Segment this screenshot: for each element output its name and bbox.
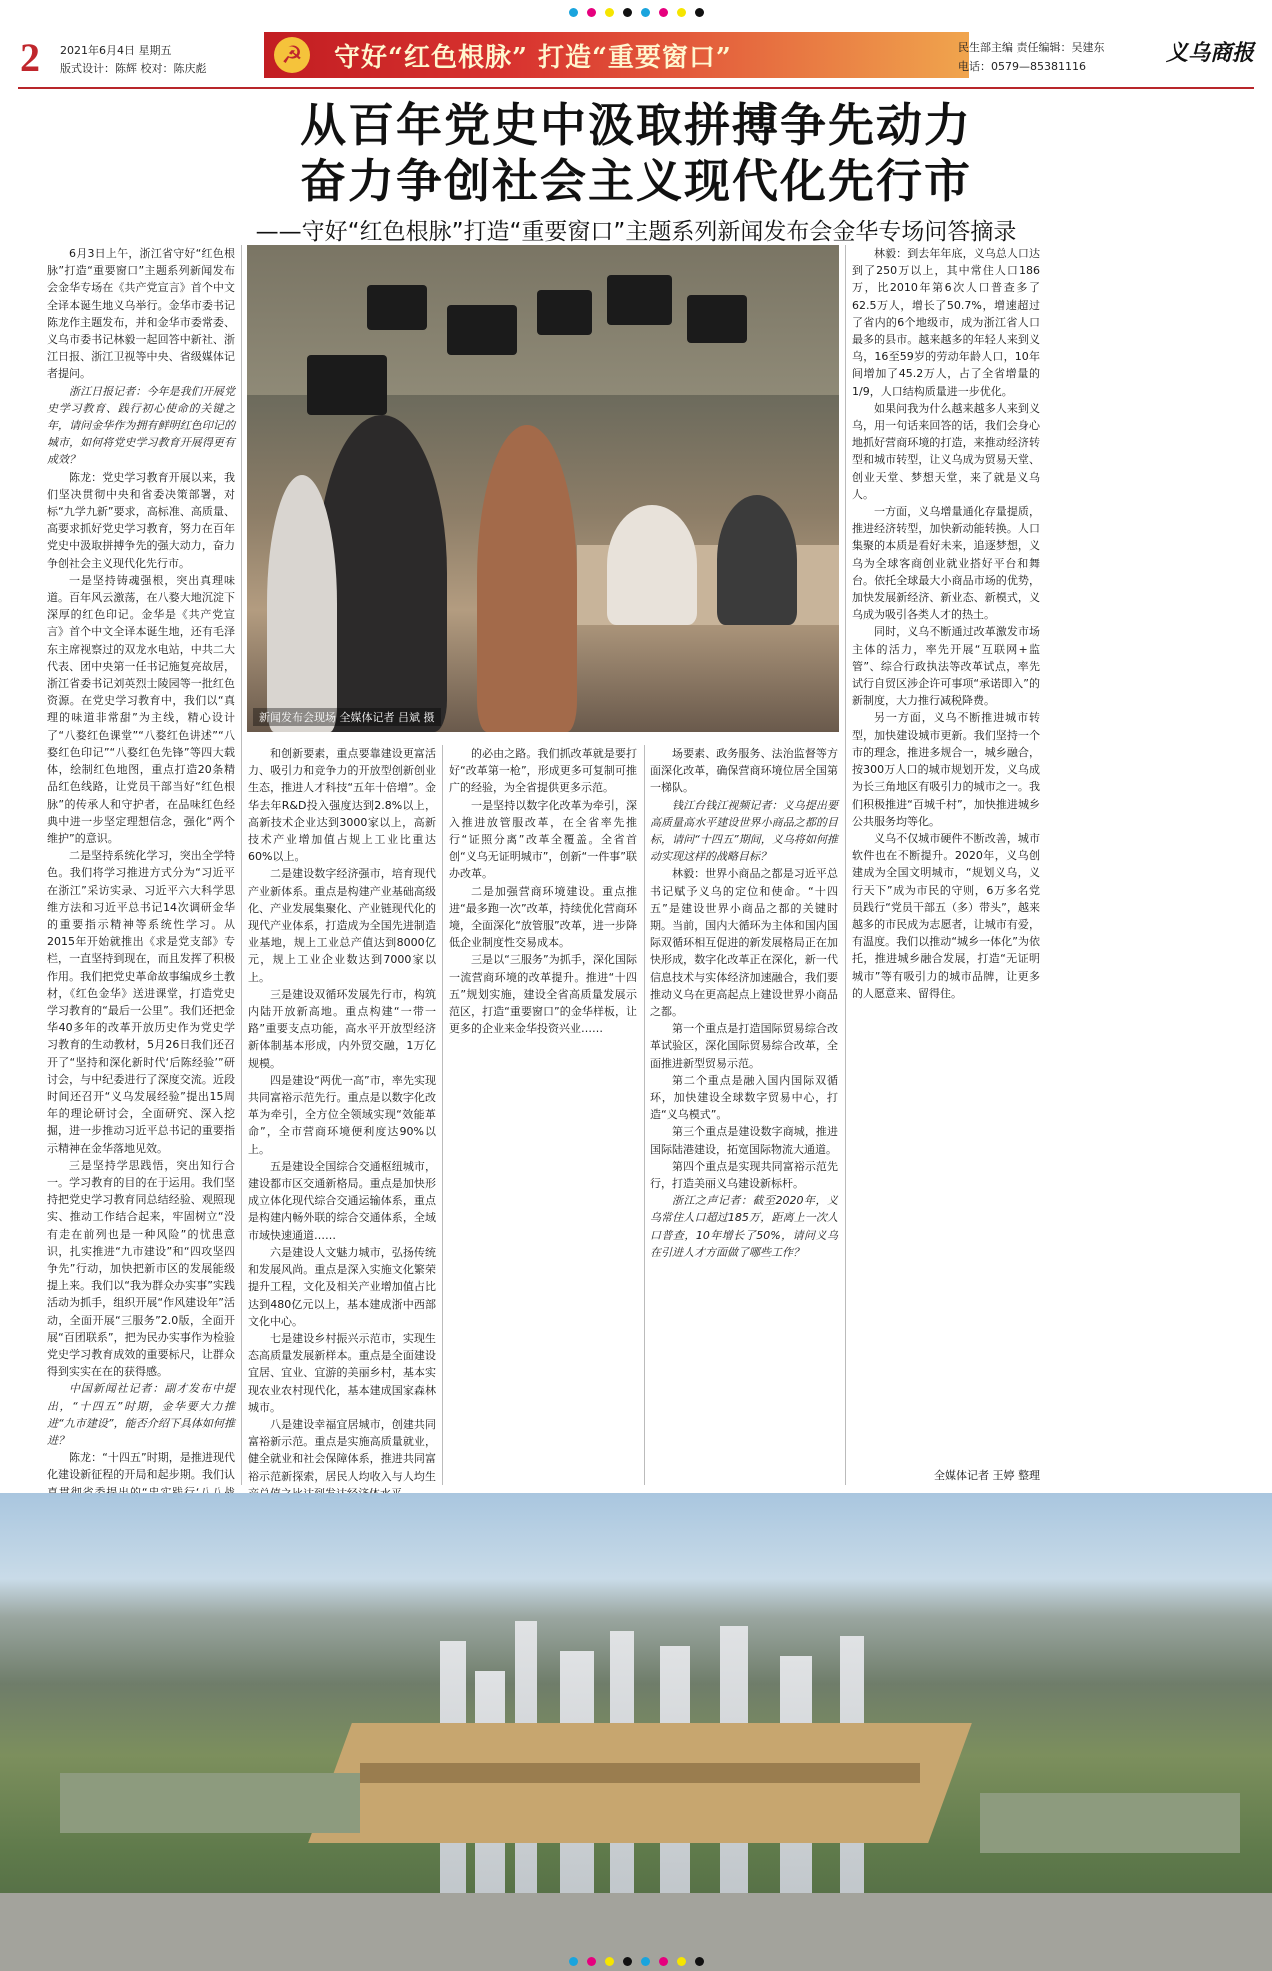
paragraph: 五是建设全国综合交通枢纽城市，建设都市区交通新格局。重点是加快形成立体化现代综合交通运输体系，重点是构建内畅外联的综合交通体系，全域市域快速通道……: [248, 1159, 436, 1242]
banner-title: 守好“红色根脉” 打造“重要窗口”: [334, 43, 732, 73]
page-header: [18, 32, 1254, 89]
paragraph: 林毅：到去年年底，义乌总人口达到了250万以上，其中常住人口186万，比2010年第6次人口普查多了62.5万人，增长了50.7%，增速超过了省内的6个地级市，成为浙江省人口最多的县市。越来越多的年轻人来到义乌，16至59岁的劳动年龄人口，10年间增加了45.2万人，占了全省增量的1/9，人口结构质量进一步优化。: [852, 247, 1040, 398]
camera-shape: [687, 295, 747, 343]
press-conference-photo: [247, 245, 839, 732]
city-aerial-photo: [0, 1493, 1272, 1971]
text-column-4: [650, 745, 838, 1485]
title-line-1: 从百年党史中汲取拼搏争先动力: [300, 98, 972, 152]
low-buildings: [60, 1773, 360, 1833]
paragraph: 场要素、政务服务、法治监督等方面深化改革，确保营商环境位居全国第一梯队。: [650, 747, 838, 795]
text-column-2: [248, 745, 436, 1485]
registration-dots-top: [0, 6, 1272, 18]
camera-shape: [367, 285, 427, 330]
party-emblem-icon: ☭: [274, 37, 310, 73]
text-column-5: [852, 245, 1040, 1485]
paragraph: 第三个重点是建设数字商城，推进国际陆港建设，拓宽国际物流大通道。: [650, 1125, 838, 1156]
paragraph: 第一个重点是打造国际贸易综合改革试验区，深化国际贸易综合改革，全面推进新型贸易示范。: [650, 1022, 838, 1070]
title-line-2: 奋力争创社会主义现代化先行市: [300, 154, 972, 208]
article-subtitle: ——守好“红色根脉”打造“重要窗口”主题系列新闻发布会金华专场问答摘录: [255, 219, 1017, 245]
paragraph: 第四个重点是实现共同富裕示范先行，打造美丽义乌建设新标杆。: [650, 1159, 838, 1191]
paragraph: 第二个重点是融入国内国际双循环，加快建设全球数字贸易中心，打造“义乌模式”。: [650, 1073, 838, 1122]
column-divider: [241, 245, 242, 1485]
reporter-shape: [717, 495, 797, 625]
paragraph: 二是建设数字经济强市，培育现代产业新体系。重点是构建产业基础高级化、产业发展集聚化、产业链现代化的现代产业体系，打造成为全国先进制造业基地，规上工业总产值达到8000亿元，规上工业企业数达到7000家以上。: [248, 867, 436, 984]
paragraph: 的必由之路。我们抓改革就是要打好“改革第一枪”，形成更多可复制可推广的经验，为全省提供更多示范。: [449, 747, 637, 795]
registration-dots-bottom: [0, 1955, 1272, 1967]
date-line: 2021年6月4日 星期五: [60, 44, 172, 57]
paragraph: 6月3日上午，浙江省守好“红色根脉”打造“重要窗口”主题系列新闻发布会金华专场在《共产党宣言》首个中文全译本诞生地义乌举行。金华市委书记陈龙作主题发布，并和金华市委常委、义乌市委书记林毅一起回答中新社、浙江日报、浙江卫视等中央、省级媒体记者提问。: [47, 247, 235, 381]
header-meta: [60, 42, 207, 78]
paragraph: 三是坚持学思践悟，突出知行合一。学习教育的目的在于运用。我们坚持把党史学习教育同总结经验、观照现实、推动工作结合起来，牢固树立“没有走在前列也是一种风险”的忧患意识，扎实推进“九市建设”和“四攻坚四争先”行动，加快把新市区的发展能级提上来。我们以“我为群众办实事”实践活动为抓手，组织开展“作风建设年”活动，全面开展“三服务”2.0版，全面开展“百团联系”，把为民办实事作为检验党史学习教育成效的重要标尺，让群众得到实实在在的获得感。: [47, 1158, 235, 1379]
paragraph: 中国新闻社记者：副才发布中提出，“十四五”时期，金华要大力推进“九市建设”，能否介绍下具体如何推进？: [47, 1382, 235, 1448]
byline: 全媒体记者 王婷 整理: [934, 1469, 1040, 1482]
paragraph: 二是加强营商环境建设。重点推进“最多跑一次”改革，持续优化营商环境，全面深化“放管服”改革，进一步降低企业制度性交易成本。: [449, 884, 637, 950]
paragraph: 二是坚持系统化学习，突出全学特色。我们将学习推进方式分为“习近平在浙江”采访实录、习近平六大科学思维方法和习近平总书记14次调研金华的重要指示精神等系统性学习。从2015年开始就推出《求是党支部》专栏，一直坚持到现在，而且发挥了积极作用。我们把党史革命故事编成乡土教材，《红色金华》送进课堂，打造党史学习教育的“最后一公里”。我们还把金华40多年的改革开放历史作为党史学习教育的生动教材，5月26日我们还召开了“坚持和深化新时代‘后陈经验’”研讨会，与中纪委进行了深度交流。近段时间还召开“义乌发展经验”提出15周年的理论研讨会，全面研究、深入挖掘，进一步推动习近平总书记的重要指示精神在金华落地见效。: [47, 849, 235, 1155]
text-column-1: [47, 245, 235, 1485]
design-line: 版式设计：陈辉 校对：陈庆彪: [60, 62, 207, 75]
paragraph: 一是坚持以数字化改革为牵引，深入推进放管服改革，在全省率先推行“证照分离”改革全覆盖。全省首创“义乌无证明城市”，创新“一件事”联办改革。: [449, 798, 637, 881]
market-roof: [360, 1763, 920, 1783]
paragraph: 四是建设“两优一高”市，率先实现共同富裕示范先行。重点是以数字化改革为牵引，全方位全领域实现“效能革命”，全市营商环境便利度达90%以上。: [248, 1073, 436, 1156]
low-buildings: [980, 1793, 1240, 1853]
paragraph: 陈龙：党史学习教育开展以来，我们坚决贯彻中央和省委决策部署，对标“九学九新”要求，高标准、高质量、高要求抓好党史学习教育，努力在百年党史中汲取拼搏争先的强大动力，奋力争创社会主义现代化先行市。: [47, 470, 235, 570]
paragraph: 和创新要素，重点要靠建设更富活力、吸引力和竞争力的开放型创新创业生态，推进人才科技“五年十倍增”。金华去年R&D投入强度达到2.8%以上，高新技术企业达到3000家以上，高新技术产业增加值占规上工业比重达60%以上。: [248, 747, 436, 864]
editor-info: [958, 38, 1105, 76]
paragraph: 林毅：世界小商品之都是习近平总书记赋予义乌的定位和使命。“十四五”是建设世界小商品之都的关键时期。当前，国内大循环为主体和国内国际双循环相互促进的新发展格局正在加快形成，数字化改革正在深化，新一代信息技术与实体经济加速融合，我们要推动义乌在更高起点上建设世界小商品之都。: [650, 867, 838, 1019]
paragraph: 三是建设双循环发展先行市，构筑内陆开放新高地。重点构建“一带一路”重要支点功能，高水平开放型经济新体制基本形成，内外贸交融，1万亿规模。: [248, 987, 436, 1070]
paragraph: 浙江之声记者：截至2020年，义乌常住人口超过185万，距离上一次人口普查，10年增长了50%，请问义乌在引进人才方面做了哪些工作？: [650, 1194, 838, 1259]
paragraph: 如果问我为什么越来越多人来到义乌，用一句话来回答的话，我们会身心地抓好营商环境的打造，来推动经济转型和城市转型，让义乌成为贸易天堂、创业天堂、梦想天堂，来了就是义乌人。: [852, 401, 1040, 501]
column-divider: [442, 745, 443, 1485]
market-roof: [308, 1723, 972, 1843]
text-column-3: [449, 745, 637, 1485]
editor-line: 民生部主编 责任编辑：吴建东: [958, 41, 1105, 54]
camera-shape: [537, 290, 592, 335]
paragraph: 义乌不仅城市硬件不断改善，城市软件也在不断提升。2020年，义乌创建成为全国文明城市，“规划义乌，义行天下”成为市民的守则，6万多名党员践行“党员干部五（多）带头”，越来越多的市民成为志愿者，让城市有爱，有温度。我们以推动“城乡一体化”为依托，推进城乡融合发展，打造“无证明城市”等有吸引力的城市品牌，让更多的人愿意来、留得住。: [852, 831, 1040, 1000]
paragraph: 浙江日报记者：今年是我们开展党史学习教育、践行初心使命的关键之年，请问金华作为拥有鲜明红色印记的城市，如何将党史学习教育开展得更有成效？: [47, 384, 235, 467]
page-number: 2: [20, 35, 40, 80]
section-banner: [264, 32, 969, 78]
paragraph: 一是坚持铸魂强根，突出真理味道。百年风云激荡，在八婺大地沉淀下深厚的红色印记。金华是《共产党宣言》首个中文全译本诞生地，还有毛泽东主席视察过的双龙水电站，中共二大代表、团中央第一任书记施复亮故居，浙江省委书记刘英烈士陵园等一批红色资源。在党史学习教育中，我们以“真理的味道非常甜”为主线，精心设计了“八婺红色课堂”“八婺红色讲述”“八婺红色印记”“八婺红色先锋”等四大载体，绘制红色地图，重点打造20条精品红色线路，让党员干部当好“红色根脉”的传承人和守护者，在品味红色经典中进一步坚定理想信念，强化“两个维护”的意识。: [47, 573, 235, 845]
column-divider: [644, 745, 645, 1485]
paragraph: 八是建设幸福宜居城市，创建共同富裕新示范。重点是实施高质量就业，健全就业和社会保障体系，推进共同富裕示范新探索，居民人均收入与人均生: [248, 1417, 436, 1483]
paragraph: 七是建设乡村振兴示范市，实现生态高质量发展新样本。重点是全面建设宜居、宜业、宜游的美丽乡村，基本实现农业农村现代化，基本建成国家森林城市。: [248, 1331, 436, 1414]
article-title: [0, 97, 1272, 209]
camera-shape: [447, 305, 517, 355]
paragraph: 六是建设人文魅力城市，弘扬传统和发展风尚。重点是深入实施文化繁荣提升工程，文化及相关产业增加值占比达到480亿元以上，基本建成浙中西部文化中心。: [248, 1245, 436, 1328]
paragraph: 陈龙：“十四五”时期，是推进现代化建设新征程的开局和起步期。我们认: [47, 1451, 235, 1482]
photographer-shape: [477, 425, 577, 732]
reporter-shape: [607, 505, 697, 625]
photo-caption: 新闻发布会现场 全媒体记者 吕斌 摄: [253, 708, 441, 726]
phone-line: 电话：0579—85381116: [958, 60, 1086, 73]
newspaper-masthead: 义乌商报: [1165, 40, 1254, 66]
photographer-shape: [267, 475, 337, 732]
column-divider: [845, 245, 846, 1485]
camera-shape: [307, 355, 387, 415]
paragraph: 三是以“三服务”为抓手，深化国际一流营商环境的改革提升。推进“十四五”规划实施，建设全省高质量发展示范区，打造“重要窗口”的金华样板，让更多的企业来金华投资兴业……: [449, 953, 637, 1036]
camera-shape: [607, 275, 672, 325]
paragraph: 另一方面，义乌不断推进城市转型，加快建设城市更新。我们坚持一个市的理念，推进多规合一，城乡融合，按300万人口的城市规划开发，义乌成为长三角地区有吸引力的城市之一。我们积极推进“百城千村”，加快推进城乡公共服务均等化。: [852, 711, 1040, 828]
paragraph: 一方面，义乌增量通化存量提质，推进经济转型，加快新动能转换。人口集聚的本质是看好未来，追逐梦想，义乌为全球客商创业就业搭好平台和舞台。依托全球最大小商品市场的优势，加快发展新经济、新业态、新模式，义乌成为吸引各类人才的热土。: [852, 505, 1040, 622]
paragraph: 同时，义乌不断通过改革激发市场主体的活力，率先开展“互联网+监管”、综合行政执法等改革试点，率先试行自贸区涉企许可事项“承诺即入”的新制度，大力推行减税降费。: [852, 625, 1040, 708]
paragraph: 钱江台钱江视频记者：义乌提出要高质量高水平建设世界小商品之都的目标，请问“十四五”期间，义乌将如何推动实现这样的战略目标？: [650, 798, 838, 864]
